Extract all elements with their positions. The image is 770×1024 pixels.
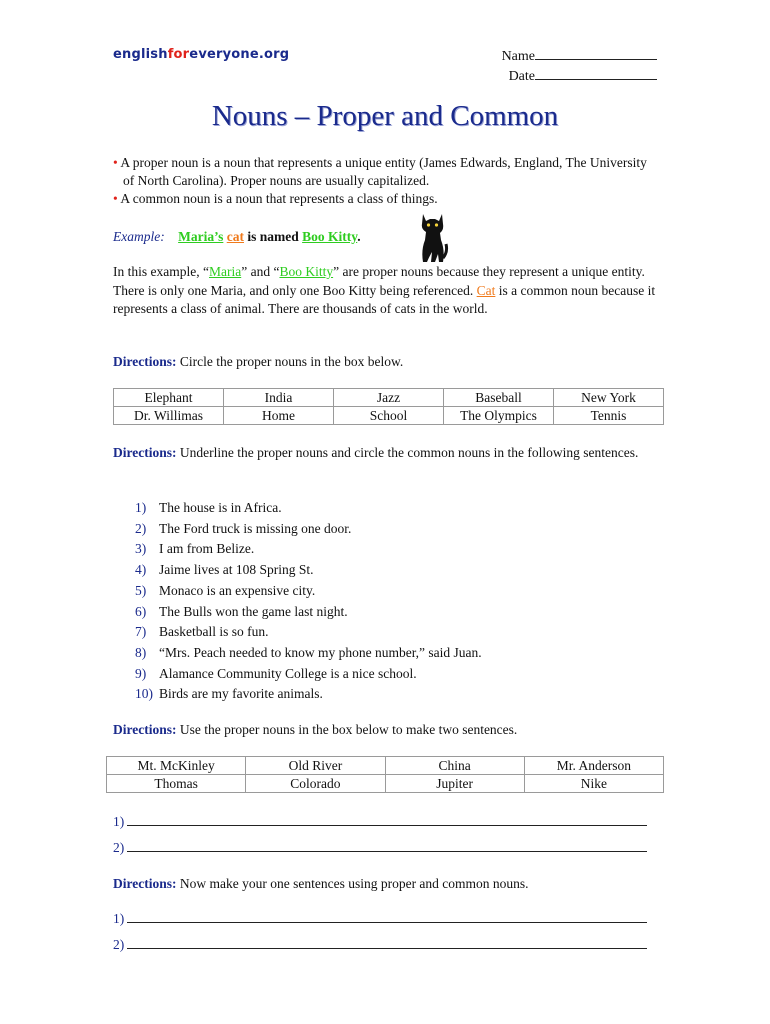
definition-common: • A common noun is a noun that represents a class of things. xyxy=(113,191,438,206)
brand-logo: englishforeveryone.org xyxy=(113,47,290,62)
answer-lines-1 xyxy=(113,809,647,861)
word-cell[interactable]: School xyxy=(334,407,444,425)
table-row xyxy=(107,757,664,775)
name-date-fields xyxy=(500,46,657,86)
answer-line[interactable]: 2) xyxy=(113,835,647,861)
word-cell: Thomas xyxy=(107,775,246,793)
answer-line[interactable]: 1) xyxy=(113,809,647,835)
black-cat-image xyxy=(415,210,449,266)
word-cell: Mr. Anderson xyxy=(524,757,663,775)
name-field[interactable]: Name xyxy=(500,46,657,66)
sentence-list xyxy=(135,498,482,705)
list-item[interactable]: 8) “Mrs. Peach needed to know my phone number,” said Juan. xyxy=(135,644,482,660)
directions-2: Directions: Underline the proper nouns and circle the common nouns in the following sentences. xyxy=(113,445,639,460)
explanation-paragraph: In this example, “Maria” and “Boo Kitty” are proper nouns because they represent a unique entity. There is only one Maria, and only one Boo Kitty being referenced. Cat is a common noun because it represents a class of animal. There are thousands of cats in the world. xyxy=(113,264,656,316)
word-cell[interactable]: Baseball xyxy=(444,389,554,407)
list-item[interactable]: 2) The Ford truck is missing one door. xyxy=(135,520,352,536)
table-row xyxy=(114,389,664,407)
page-title: Nouns – Proper and Common xyxy=(211,100,559,132)
word-cell[interactable]: Dr. Willimas xyxy=(114,407,224,425)
answer-line[interactable]: 2) xyxy=(113,932,647,958)
word-cell[interactable]: Tennis xyxy=(554,407,664,425)
word-cell: Nike xyxy=(524,775,663,793)
answer-line[interactable]: 1) xyxy=(113,906,647,932)
example-sentence: Example: Maria’s cat is named Boo Kitty. xyxy=(113,229,361,244)
word-cell: Jupiter xyxy=(385,775,524,793)
directions-1: Directions: Circle the proper nouns in the box below. xyxy=(113,354,404,369)
list-item[interactable]: 4) Jaime lives at 108 Spring St. xyxy=(135,562,314,578)
list-item[interactable]: 3) I am from Belize. xyxy=(135,541,255,557)
table-row xyxy=(107,775,664,793)
directions-4: Directions: Now make your one sentences using proper and common nouns. xyxy=(113,876,529,891)
list-item[interactable]: 5) Monaco is an expensive city. xyxy=(135,582,316,598)
table-row xyxy=(114,407,664,425)
word-cell: Old River xyxy=(246,757,385,775)
list-item[interactable]: 9) Alamance Community College is a nice school. xyxy=(135,665,417,681)
definitions xyxy=(113,154,658,208)
word-cell: Mt. McKinley xyxy=(107,757,246,775)
word-cell[interactable]: The Olympics xyxy=(444,407,554,425)
word-cell[interactable]: Jazz xyxy=(334,389,444,407)
list-item[interactable]: 7) Basketball is so fun. xyxy=(135,624,269,640)
word-cell[interactable]: New York xyxy=(554,389,664,407)
list-item[interactable]: 1) The house is in Africa. xyxy=(135,500,282,515)
word-cell[interactable]: Home xyxy=(224,407,334,425)
proper-noun-box-1 xyxy=(113,388,664,425)
word-cell: Colorado xyxy=(246,775,385,793)
word-cell[interactable]: India xyxy=(224,389,334,407)
directions-3: Directions: Use the proper nouns in the box below to make two sentences. xyxy=(113,722,518,737)
word-cell[interactable]: Elephant xyxy=(114,389,224,407)
word-cell: China xyxy=(385,757,524,775)
list-item[interactable]: 6) The Bulls won the game last night. xyxy=(135,603,348,619)
answer-lines-2 xyxy=(113,906,647,958)
date-field[interactable]: Date xyxy=(500,66,657,86)
proper-noun-box-2 xyxy=(106,756,664,793)
definition-proper: • A proper noun is a noun that represents a unique entity (James Edwards, England, The University of North Carolina). Proper nouns are usually capitalized. xyxy=(113,155,647,188)
list-item[interactable]: 10) Birds are my favorite animals. xyxy=(135,686,323,702)
